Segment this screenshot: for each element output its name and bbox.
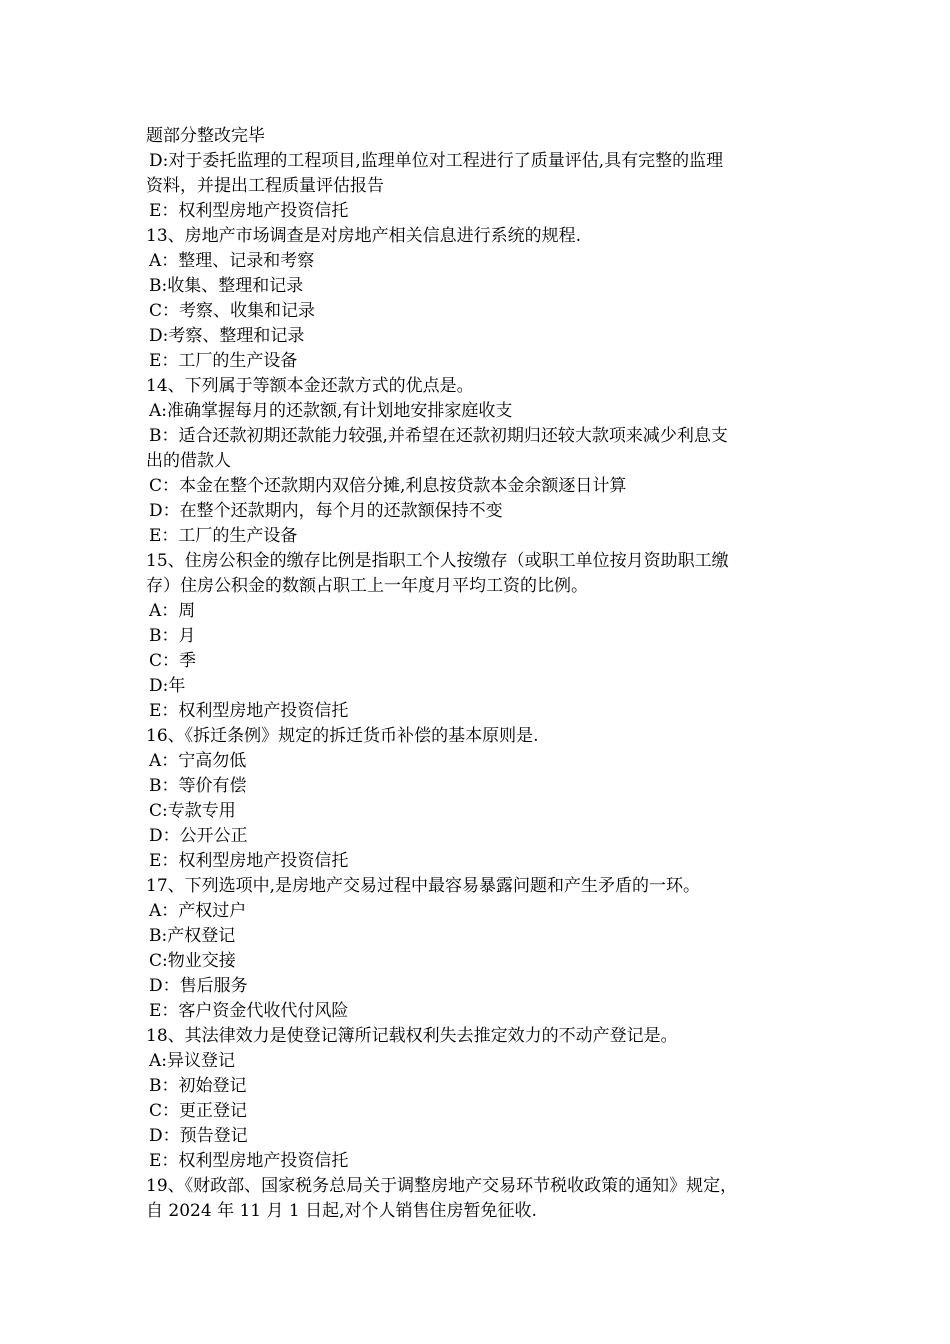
answer-option-line: B：适合还款初期还款能力较强,并希望在还款初期归还较大款项来减少利息支 <box>149 426 728 446</box>
question-text-line: 18、其法律效力是使登记簿所记载权利失去推定效力的不动产登记是。 <box>146 1026 678 1046</box>
question-text-line: 存）住房公积金的数额占职工上一年度月平均工资的比例。 <box>146 576 588 596</box>
answer-option-line: D：在整个还款期内，每个月的还款额保持不变 <box>149 501 503 521</box>
answer-option-line: C:专款专用 <box>149 801 236 821</box>
answer-option-line: E：权利型房地产投资信托 <box>149 701 349 721</box>
answer-option-line: C：季 <box>149 651 197 671</box>
answer-option-line: C：本金在整个还款期内双倍分摊,利息按贷款本金余额逐日计算 <box>149 476 627 496</box>
answer-option-line: E：权利型房地产投资信托 <box>149 851 349 871</box>
question-text-line: 自 2024 年 11 月 1 日起,对个人销售住房暂免征收. <box>146 1201 537 1221</box>
answer-option-line: A:异议登记 <box>149 1051 236 1071</box>
answer-option-line: D:考察、整理和记录 <box>149 326 305 346</box>
answer-option-line: D：售后服务 <box>149 976 248 996</box>
answer-option-line: D：公开公正 <box>149 826 248 846</box>
answer-option-line: C：更正登记 <box>149 1101 248 1121</box>
answer-option-line: A：产权过户 <box>149 901 247 921</box>
answer-option-line: A:准确掌握每月的还款额,有计划地安排家庭收支 <box>149 401 513 421</box>
answer-option-line: A：整理、记录和考察 <box>149 251 315 271</box>
question-text-line: 15、住房公积金的缴存比例是指职工个人按缴存（或职工单位按月资助职工缴 <box>146 551 729 571</box>
answer-option-line: B:收集、整理和记录 <box>149 276 304 296</box>
answer-option-line: D：预告登记 <box>149 1126 248 1146</box>
answer-option-line: C：考察、收集和记录 <box>149 301 316 321</box>
answer-option-line: E：工厂的生产设备 <box>149 351 298 371</box>
answer-option-line: B：月 <box>149 626 196 646</box>
question-text-line: 题部分整改完毕 <box>146 126 265 146</box>
answer-option-line: B：等价有偿 <box>149 776 247 796</box>
answer-option-line: C:物业交接 <box>149 951 236 971</box>
question-text-line: 13、房地产市场调查是对房地产相关信息进行系统的规程. <box>146 226 582 246</box>
question-text-line: 19、《财政部、国家税务总局关于调整房地产交易环节税收政策的通知》规定， <box>146 1176 738 1196</box>
answer-option-line: A：宁高勿低 <box>149 751 247 771</box>
answer-option-line: E：权利型房地产投资信托 <box>149 1151 349 1171</box>
answer-option-line: A：周 <box>149 601 196 621</box>
question-text-line: 14、下列属于等额本金还款方式的优点是。 <box>146 376 474 396</box>
answer-option-line: E：权利型房地产投资信托 <box>149 201 349 221</box>
document-page <box>146 124 816 1224</box>
answer-option-line: B:产权登记 <box>149 926 236 946</box>
answer-option-line: D:年 <box>149 676 186 696</box>
question-text-line: 16、《拆迁条例》规定的拆迁货币补偿的基本原则是. <box>146 726 539 746</box>
answer-option-line: B：初始登记 <box>149 1076 247 1096</box>
answer-option-line: D:对于委托监理的工程项目,监理单位对工程进行了质量评估,具有完整的监理 <box>149 151 724 171</box>
question-text-line: 资料，并提出工程质量评估报告 <box>146 176 384 196</box>
question-text-line: 17、下列选项中,是房地产交易过程中最容易暴露问题和产生矛盾的一环。 <box>146 876 701 896</box>
question-text-line: 出的借款人 <box>146 451 231 471</box>
answer-option-line: E：客户资金代收代付风险 <box>149 1001 349 1021</box>
answer-option-line: E：工厂的生产设备 <box>149 526 298 546</box>
